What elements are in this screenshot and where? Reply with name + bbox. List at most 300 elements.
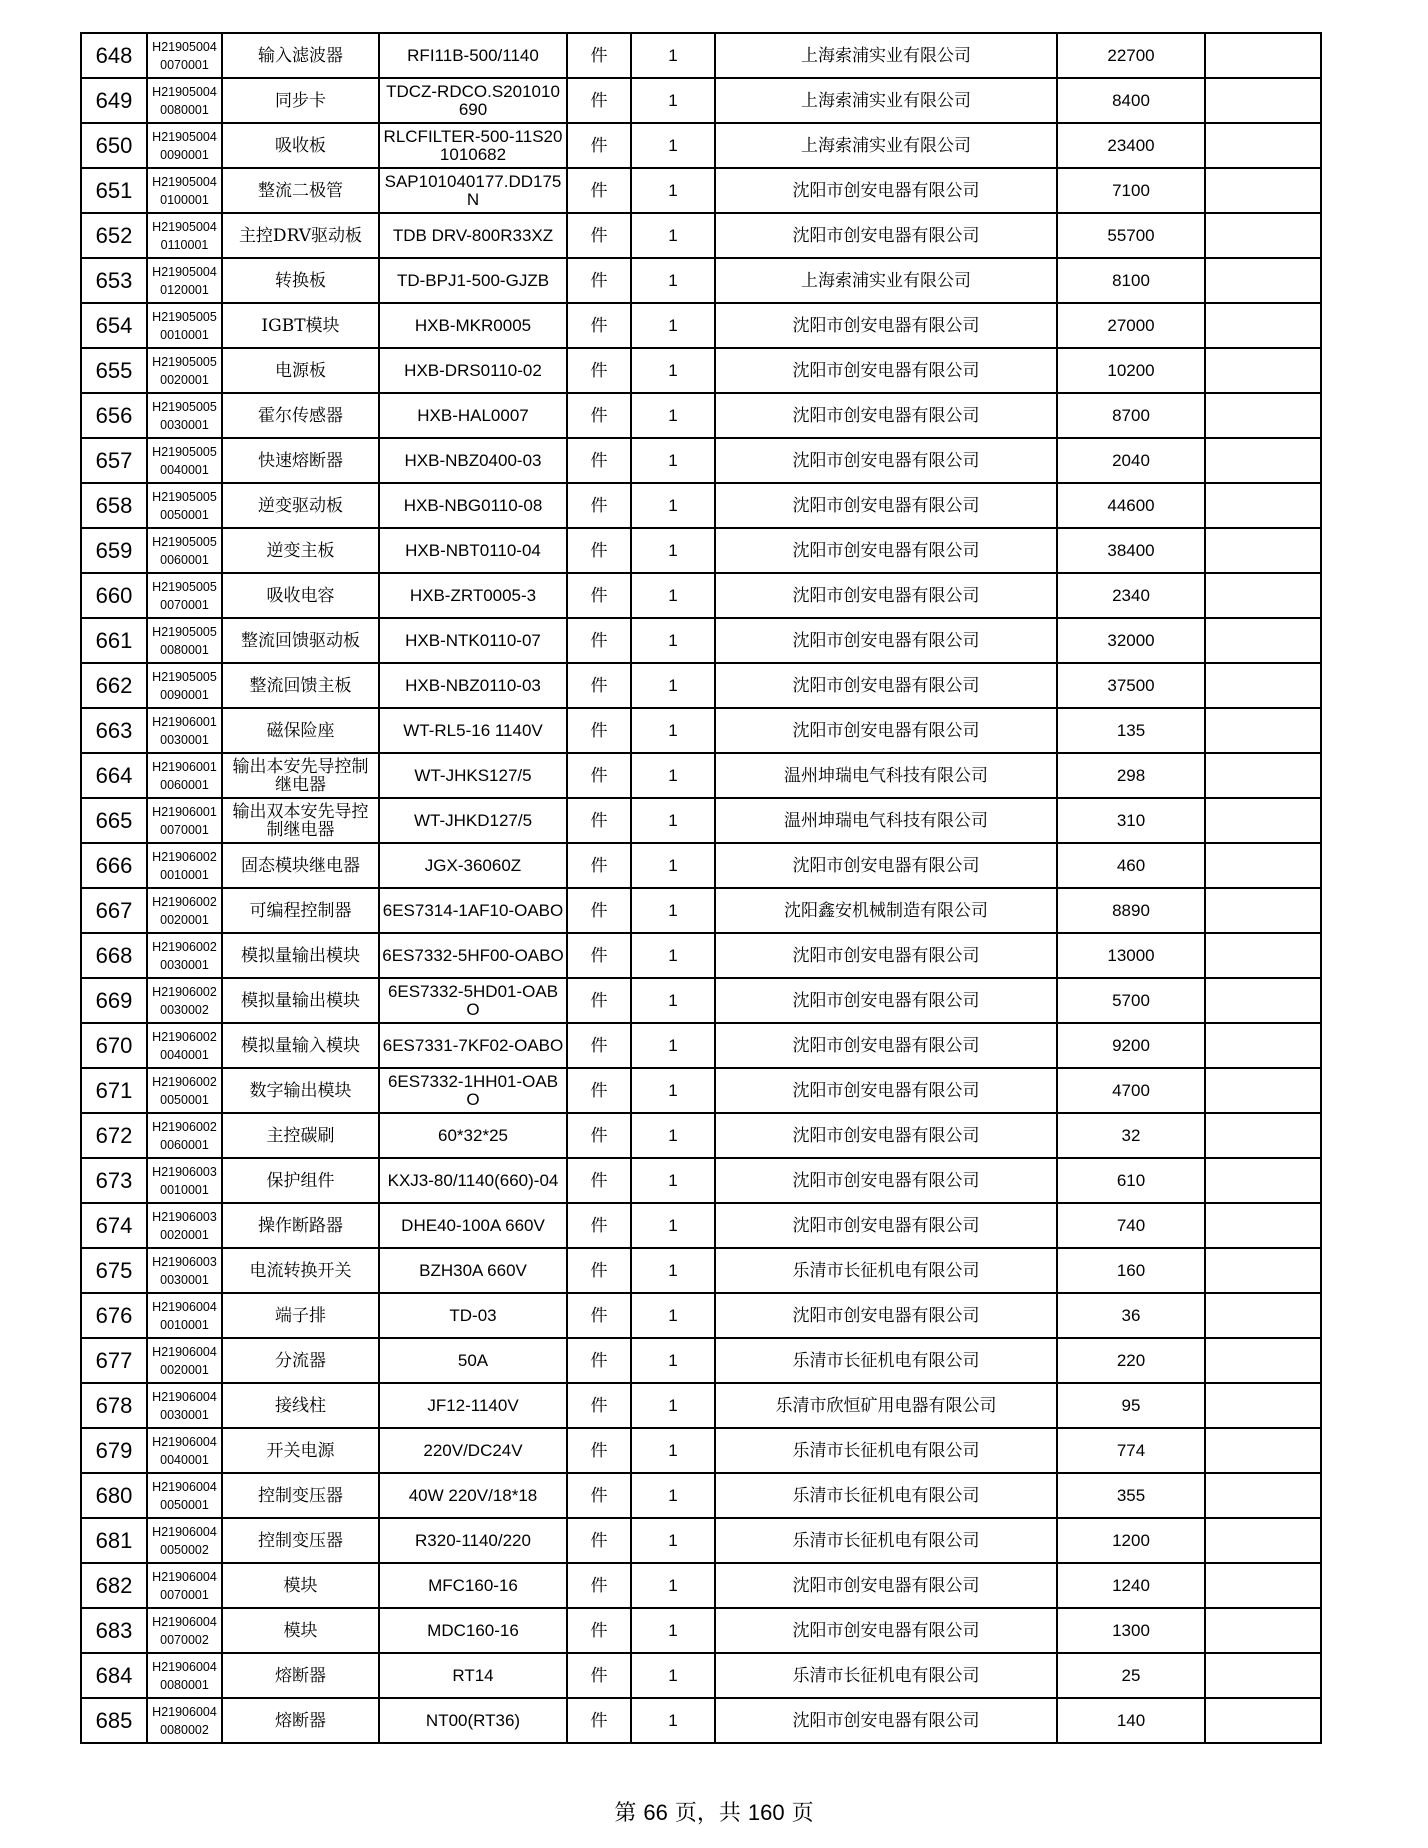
unit-price-cell: 9200 [1057, 1023, 1205, 1068]
unit-cell: 件 [567, 1113, 631, 1158]
unit-cell: 件 [567, 573, 631, 618]
table-row [81, 843, 1321, 888]
unit-price-cell: 32000 [1057, 618, 1205, 663]
material-code-cell: H219050050050001 [147, 483, 222, 528]
material-code-cell: H219050040080001 [147, 78, 222, 123]
remark-cell [1205, 1428, 1321, 1473]
unit-cell: 件 [567, 1158, 631, 1203]
supplier-cell: 上海索浦实业有限公司 [715, 123, 1057, 168]
remark-cell [1205, 213, 1321, 258]
part-name-cell: 开关电源 [222, 1428, 379, 1473]
material-code-cell: H219050050090001 [147, 663, 222, 708]
unit-cell: 件 [567, 1518, 631, 1563]
row-number-cell: 669 [81, 978, 147, 1023]
quantity-cell: 1 [631, 1158, 715, 1203]
unit-cell: 件 [567, 1383, 631, 1428]
material-code-cell: H219060040040001 [147, 1428, 222, 1473]
supplier-cell: 沈阳市创安电器有限公司 [715, 1158, 1057, 1203]
table-row [81, 1068, 1321, 1113]
unit-cell: 件 [567, 1203, 631, 1248]
remark-cell [1205, 663, 1321, 708]
part-name-cell: 模拟量输出模块 [222, 978, 379, 1023]
model-spec-cell: TDB DRV-800R33XZ [379, 213, 567, 258]
material-code-cell: H219050040070001 [147, 33, 222, 78]
supplier-cell: 沈阳市创安电器有限公司 [715, 438, 1057, 483]
material-code-cell: H219050050060001 [147, 528, 222, 573]
row-number-cell: 666 [81, 843, 147, 888]
quantity-cell: 1 [631, 798, 715, 843]
unit-price-cell: 8400 [1057, 78, 1205, 123]
row-number-cell: 659 [81, 528, 147, 573]
part-name-cell: 逆变驱动板 [222, 483, 379, 528]
unit-price-cell: 310 [1057, 798, 1205, 843]
supplier-cell: 上海索浦实业有限公司 [715, 33, 1057, 78]
unit-price-cell: 8100 [1057, 258, 1205, 303]
table-row [81, 888, 1321, 933]
supplier-cell: 乐清市长征机电有限公司 [715, 1518, 1057, 1563]
row-number-cell: 662 [81, 663, 147, 708]
remark-cell [1205, 978, 1321, 1023]
row-number-cell: 651 [81, 168, 147, 213]
footer-suffix: 页 [791, 1801, 814, 1826]
table-row [81, 1698, 1321, 1743]
material-code-cell: H219050040090001 [147, 123, 222, 168]
row-number-cell: 657 [81, 438, 147, 483]
unit-price-cell: 2340 [1057, 573, 1205, 618]
model-spec-cell: WT-RL5-16 1140V [379, 708, 567, 753]
remark-cell [1205, 1068, 1321, 1113]
quantity-cell: 1 [631, 933, 715, 978]
row-number-cell: 682 [81, 1563, 147, 1608]
unit-cell: 件 [567, 888, 631, 933]
unit-price-cell: 220 [1057, 1338, 1205, 1383]
row-number-cell: 654 [81, 303, 147, 348]
material-code-cell: H219060040080002 [147, 1698, 222, 1743]
part-name-cell: 熔断器 [222, 1653, 379, 1698]
table-row [81, 1023, 1321, 1068]
table-row [81, 663, 1321, 708]
table-row [81, 978, 1321, 1023]
quantity-cell: 1 [631, 1383, 715, 1428]
supplier-cell: 温州坤瑞电气科技有限公司 [715, 753, 1057, 798]
footer-current-page: 66 [643, 1800, 668, 1825]
unit-cell: 件 [567, 78, 631, 123]
unit-price-cell: 22700 [1057, 33, 1205, 78]
unit-cell: 件 [567, 1653, 631, 1698]
footer-middle: 页，共 [674, 1801, 741, 1826]
table-row [81, 1608, 1321, 1653]
table-row [81, 303, 1321, 348]
quantity-cell: 1 [631, 33, 715, 78]
material-code-cell: H219060020010001 [147, 843, 222, 888]
part-name-cell: 电流转换开关 [222, 1248, 379, 1293]
unit-price-cell: 13000 [1057, 933, 1205, 978]
row-number-cell: 685 [81, 1698, 147, 1743]
supplier-cell: 沈阳市创安电器有限公司 [715, 303, 1057, 348]
row-number-cell: 675 [81, 1248, 147, 1293]
unit-price-cell: 7100 [1057, 168, 1205, 213]
part-name-cell: 可编程控制器 [222, 888, 379, 933]
model-spec-cell: HXB-NTK0110-07 [379, 618, 567, 663]
supplier-cell: 沈阳市创安电器有限公司 [715, 1698, 1057, 1743]
supplier-cell: 沈阳市创安电器有限公司 [715, 213, 1057, 258]
unit-cell: 件 [567, 798, 631, 843]
remark-cell [1205, 483, 1321, 528]
material-code-cell: H219060020040001 [147, 1023, 222, 1068]
unit-price-cell: 55700 [1057, 213, 1205, 258]
unit-cell: 件 [567, 168, 631, 213]
row-number-cell: 665 [81, 798, 147, 843]
unit-price-cell: 1240 [1057, 1563, 1205, 1608]
remark-cell [1205, 303, 1321, 348]
supplier-cell: 沈阳鑫安机械制造有限公司 [715, 888, 1057, 933]
material-code-cell: H219050050040001 [147, 438, 222, 483]
unit-cell: 件 [567, 753, 631, 798]
model-spec-cell: HXB-NBT0110-04 [379, 528, 567, 573]
material-code-cell: H219060040070001 [147, 1563, 222, 1608]
supplier-cell: 沈阳市创安电器有限公司 [715, 1563, 1057, 1608]
part-name-cell: 逆变主板 [222, 528, 379, 573]
model-spec-cell: R320-1140/220 [379, 1518, 567, 1563]
quantity-cell: 1 [631, 213, 715, 258]
supplier-cell: 乐清市长征机电有限公司 [715, 1653, 1057, 1698]
remark-cell [1205, 438, 1321, 483]
unit-price-cell: 27000 [1057, 303, 1205, 348]
remark-cell [1205, 168, 1321, 213]
supplier-cell: 沈阳市创安电器有限公司 [715, 483, 1057, 528]
quantity-cell: 1 [631, 303, 715, 348]
table-row [81, 1248, 1321, 1293]
material-code-cell: H219060030030001 [147, 1248, 222, 1293]
quantity-cell: 1 [631, 888, 715, 933]
supplier-cell: 沈阳市创安电器有限公司 [715, 168, 1057, 213]
model-spec-cell: JF12-1140V [379, 1383, 567, 1428]
material-code-cell: H219060010060001 [147, 753, 222, 798]
quantity-cell: 1 [631, 1473, 715, 1518]
table-row [81, 393, 1321, 438]
page-footer [0, 1796, 1428, 1827]
part-name-cell: 熔断器 [222, 1698, 379, 1743]
model-spec-cell: TD-BPJ1-500-GJZB [379, 258, 567, 303]
unit-cell: 件 [567, 1293, 631, 1338]
quantity-cell: 1 [631, 843, 715, 888]
quantity-cell: 1 [631, 1563, 715, 1608]
supplier-cell: 沈阳市创安电器有限公司 [715, 1293, 1057, 1338]
unit-price-cell: 10200 [1057, 348, 1205, 393]
model-spec-cell: TD-03 [379, 1293, 567, 1338]
unit-price-cell: 135 [1057, 708, 1205, 753]
supplier-cell: 上海索浦实业有限公司 [715, 258, 1057, 303]
part-name-cell: 模块 [222, 1563, 379, 1608]
table-row [81, 1473, 1321, 1518]
model-spec-cell: MFC160-16 [379, 1563, 567, 1608]
remark-cell [1205, 798, 1321, 843]
part-name-cell: 模拟量输出模块 [222, 933, 379, 978]
part-name-cell: 整流回馈驱动板 [222, 618, 379, 663]
part-name-cell: 整流二极管 [222, 168, 379, 213]
table-row [81, 168, 1321, 213]
unit-price-cell: 8890 [1057, 888, 1205, 933]
part-name-cell: 固态模块继电器 [222, 843, 379, 888]
model-spec-cell: 6ES7314-1AF10-OABO [379, 888, 567, 933]
unit-price-cell: 160 [1057, 1248, 1205, 1293]
remark-cell [1205, 573, 1321, 618]
unit-price-cell: 610 [1057, 1158, 1205, 1203]
quantity-cell: 1 [631, 258, 715, 303]
unit-price-cell: 140 [1057, 1698, 1205, 1743]
quantity-cell: 1 [631, 1338, 715, 1383]
unit-price-cell: 8700 [1057, 393, 1205, 438]
quantity-cell: 1 [631, 1518, 715, 1563]
unit-cell: 件 [567, 213, 631, 258]
unit-price-cell: 5700 [1057, 978, 1205, 1023]
row-number-cell: 653 [81, 258, 147, 303]
material-code-cell: H219060040050002 [147, 1518, 222, 1563]
model-spec-cell: JGX-36060Z [379, 843, 567, 888]
row-number-cell: 649 [81, 78, 147, 123]
part-name-cell: 模块 [222, 1608, 379, 1653]
supplier-cell: 温州坤瑞电气科技有限公司 [715, 798, 1057, 843]
quantity-cell: 1 [631, 1068, 715, 1113]
unit-cell: 件 [567, 663, 631, 708]
material-code-cell: H219060030020001 [147, 1203, 222, 1248]
model-spec-cell: RLCFILTER-500-11S201010682 [379, 123, 567, 168]
table-row [81, 1518, 1321, 1563]
quantity-cell: 1 [631, 1023, 715, 1068]
unit-price-cell: 44600 [1057, 483, 1205, 528]
remark-cell [1205, 888, 1321, 933]
material-code-cell: H219050050020001 [147, 348, 222, 393]
table-row [81, 123, 1321, 168]
unit-cell: 件 [567, 1563, 631, 1608]
model-spec-cell: 6ES7332-5HD01-OABO [379, 978, 567, 1023]
unit-price-cell: 460 [1057, 843, 1205, 888]
table-row [81, 708, 1321, 753]
supplier-cell: 沈阳市创安电器有限公司 [715, 1608, 1057, 1653]
material-code-cell: H219060040070002 [147, 1608, 222, 1653]
quantity-cell: 1 [631, 1203, 715, 1248]
material-code-cell: H219050040120001 [147, 258, 222, 303]
row-number-cell: 660 [81, 573, 147, 618]
part-name-cell: 同步卡 [222, 78, 379, 123]
remark-cell [1205, 843, 1321, 888]
material-code-cell: H219060020030001 [147, 933, 222, 978]
material-code-cell: H219060020020001 [147, 888, 222, 933]
supplier-cell: 沈阳市创安电器有限公司 [715, 1113, 1057, 1158]
supplier-cell: 沈阳市创安电器有限公司 [715, 618, 1057, 663]
table-row [81, 1338, 1321, 1383]
supplier-cell: 沈阳市创安电器有限公司 [715, 528, 1057, 573]
row-number-cell: 678 [81, 1383, 147, 1428]
table-row [81, 528, 1321, 573]
remark-cell [1205, 933, 1321, 978]
part-name-cell: 快速熔断器 [222, 438, 379, 483]
remark-cell [1205, 1383, 1321, 1428]
quantity-cell: 1 [631, 1293, 715, 1338]
row-number-cell: 655 [81, 348, 147, 393]
row-number-cell: 648 [81, 33, 147, 78]
model-spec-cell: 220V/DC24V [379, 1428, 567, 1473]
quantity-cell: 1 [631, 1428, 715, 1473]
remark-cell [1205, 1473, 1321, 1518]
unit-cell: 件 [567, 708, 631, 753]
part-name-cell: 分流器 [222, 1338, 379, 1383]
part-name-cell: 主控碳刷 [222, 1113, 379, 1158]
table-row [81, 1293, 1321, 1338]
table-row [81, 1563, 1321, 1608]
material-code-cell: H219060010070001 [147, 798, 222, 843]
model-spec-cell: WT-JHKD127/5 [379, 798, 567, 843]
supplier-cell: 沈阳市创安电器有限公司 [715, 978, 1057, 1023]
model-spec-cell: 60*32*25 [379, 1113, 567, 1158]
part-name-cell: IGBT模块 [222, 303, 379, 348]
table-row [81, 1383, 1321, 1428]
unit-cell: 件 [567, 1248, 631, 1293]
quantity-cell: 1 [631, 1248, 715, 1293]
remark-cell [1205, 1158, 1321, 1203]
row-number-cell: 652 [81, 213, 147, 258]
remark-cell [1205, 708, 1321, 753]
quantity-cell: 1 [631, 438, 715, 483]
row-number-cell: 673 [81, 1158, 147, 1203]
unit-cell: 件 [567, 1068, 631, 1113]
part-name-cell: 端子排 [222, 1293, 379, 1338]
part-name-cell: 保护组件 [222, 1158, 379, 1203]
row-number-cell: 670 [81, 1023, 147, 1068]
unit-price-cell: 32 [1057, 1113, 1205, 1158]
unit-price-cell: 37500 [1057, 663, 1205, 708]
remark-cell [1205, 618, 1321, 663]
row-number-cell: 661 [81, 618, 147, 663]
table-row [81, 753, 1321, 798]
table-row [81, 1428, 1321, 1473]
material-code-cell: H219060020030002 [147, 978, 222, 1023]
remark-cell [1205, 1518, 1321, 1563]
unit-price-cell: 23400 [1057, 123, 1205, 168]
material-code-cell: H219060040050001 [147, 1473, 222, 1518]
table-row [81, 438, 1321, 483]
unit-price-cell: 740 [1057, 1203, 1205, 1248]
model-spec-cell: 40W 220V/18*18 [379, 1473, 567, 1518]
model-spec-cell: SAP101040177.DD175N [379, 168, 567, 213]
remark-cell [1205, 123, 1321, 168]
remark-cell [1205, 1023, 1321, 1068]
unit-cell: 件 [567, 1473, 631, 1518]
material-code-cell: H219060030010001 [147, 1158, 222, 1203]
part-name-cell: 磁保险座 [222, 708, 379, 753]
material-code-cell: H219050040100001 [147, 168, 222, 213]
unit-cell: 件 [567, 483, 631, 528]
unit-price-cell: 1300 [1057, 1608, 1205, 1653]
part-name-cell: 输入滤波器 [222, 33, 379, 78]
model-spec-cell: HXB-HAL0007 [379, 393, 567, 438]
table-row [81, 213, 1321, 258]
supplier-cell: 沈阳市创安电器有限公司 [715, 573, 1057, 618]
row-number-cell: 680 [81, 1473, 147, 1518]
unit-cell: 件 [567, 528, 631, 573]
material-code-cell: H219050050080001 [147, 618, 222, 663]
row-number-cell: 679 [81, 1428, 147, 1473]
remark-cell [1205, 1293, 1321, 1338]
row-number-cell: 676 [81, 1293, 147, 1338]
unit-cell: 件 [567, 933, 631, 978]
part-name-cell: 吸收板 [222, 123, 379, 168]
model-spec-cell: KXJ3-80/1140(660)-04 [379, 1158, 567, 1203]
model-spec-cell: HXB-NBG0110-08 [379, 483, 567, 528]
quantity-cell: 1 [631, 708, 715, 753]
row-number-cell: 664 [81, 753, 147, 798]
quantity-cell: 1 [631, 1653, 715, 1698]
unit-cell: 件 [567, 1023, 631, 1068]
unit-price-cell: 298 [1057, 753, 1205, 798]
quantity-cell: 1 [631, 123, 715, 168]
quantity-cell: 1 [631, 168, 715, 213]
part-name-cell: 输出双本安先导控制继电器 [222, 798, 379, 843]
row-number-cell: 681 [81, 1518, 147, 1563]
remark-cell [1205, 1203, 1321, 1248]
remark-cell [1205, 258, 1321, 303]
model-spec-cell: BZH30A 660V [379, 1248, 567, 1293]
material-code-cell: H219050050070001 [147, 573, 222, 618]
quantity-cell: 1 [631, 483, 715, 528]
supplier-cell: 沈阳市创安电器有限公司 [715, 708, 1057, 753]
model-spec-cell: NT00(RT36) [379, 1698, 567, 1743]
part-name-cell: 模拟量输入模块 [222, 1023, 379, 1068]
model-spec-cell: 50A [379, 1338, 567, 1383]
quantity-cell: 1 [631, 1608, 715, 1653]
table-row [81, 798, 1321, 843]
table-row [81, 1158, 1321, 1203]
row-number-cell: 663 [81, 708, 147, 753]
table-row [81, 618, 1321, 663]
quantity-cell: 1 [631, 348, 715, 393]
remark-cell [1205, 1248, 1321, 1293]
remark-cell [1205, 1338, 1321, 1383]
quantity-cell: 1 [631, 528, 715, 573]
remark-cell [1205, 393, 1321, 438]
model-spec-cell: DHE40-100A 660V [379, 1203, 567, 1248]
supplier-cell: 沈阳市创安电器有限公司 [715, 348, 1057, 393]
material-code-cell: H219050050030001 [147, 393, 222, 438]
material-code-cell: H219060040030001 [147, 1383, 222, 1428]
model-spec-cell: MDC160-16 [379, 1608, 567, 1653]
supplier-cell: 沈阳市创安电器有限公司 [715, 933, 1057, 978]
model-spec-cell: 6ES7331-7KF02-OABO [379, 1023, 567, 1068]
supplier-cell: 乐清市长征机电有限公司 [715, 1248, 1057, 1293]
model-spec-cell: HXB-ZRT0005-3 [379, 573, 567, 618]
quantity-cell: 1 [631, 618, 715, 663]
material-code-cell: H219060010030001 [147, 708, 222, 753]
unit-cell: 件 [567, 1608, 631, 1653]
footer-prefix: 第 [614, 1801, 637, 1826]
table-row [81, 78, 1321, 123]
row-number-cell: 650 [81, 123, 147, 168]
supplier-cell: 上海索浦实业有限公司 [715, 78, 1057, 123]
unit-cell: 件 [567, 1698, 631, 1743]
model-spec-cell: HXB-DRS0110-02 [379, 348, 567, 393]
supplier-cell: 沈阳市创安电器有限公司 [715, 1023, 1057, 1068]
unit-price-cell: 95 [1057, 1383, 1205, 1428]
table-row [81, 1653, 1321, 1698]
supplier-cell: 沈阳市创安电器有限公司 [715, 1068, 1057, 1113]
unit-cell: 件 [567, 843, 631, 888]
part-name-cell: 主控DRV驱动板 [222, 213, 379, 258]
remark-cell [1205, 1113, 1321, 1158]
supplier-cell: 沈阳市创安电器有限公司 [715, 843, 1057, 888]
remark-cell [1205, 78, 1321, 123]
row-number-cell: 684 [81, 1653, 147, 1698]
material-code-cell: H219060020060001 [147, 1113, 222, 1158]
